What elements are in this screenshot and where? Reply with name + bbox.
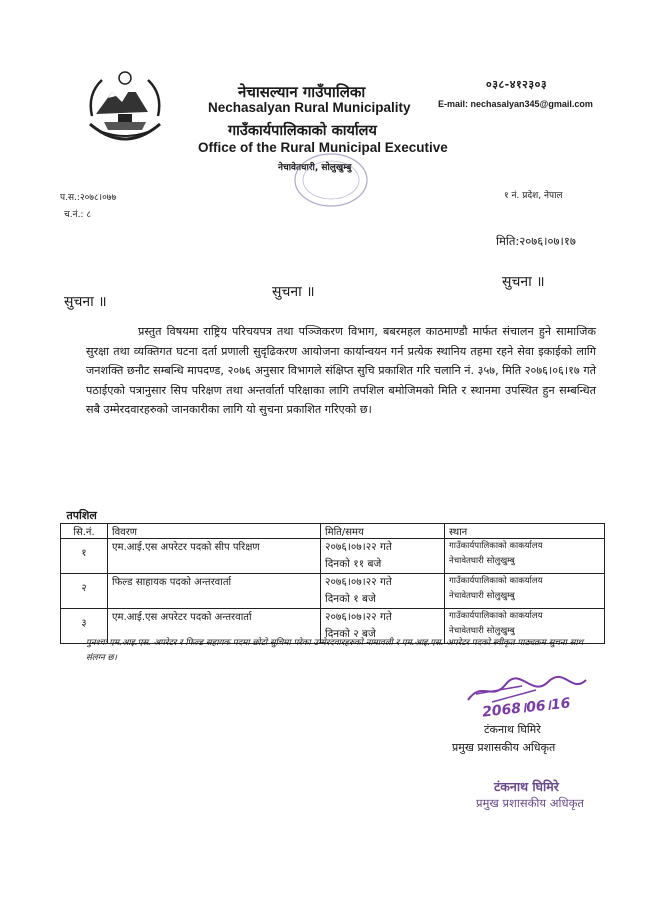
row-description: एम.आई.एस अपरेटर पदको अन्तरवार्ता xyxy=(108,609,321,644)
office-name-nepali: गाउँकार्यपालिकाको कार्यालय xyxy=(228,123,377,139)
schedule-table xyxy=(60,508,605,644)
signature-date: 2068।06।16 xyxy=(481,695,572,721)
postscript-note: पुनश्चः एम.आइ.एस. अपरेटर र फिल्ड सहायक पदमा छोटो सुचिमा परेका उम्मेरदवारहरुको नामावली र एम.आइ.एस. अपरेटर पदको स्वीकृत पाठ्यक्रम सुचना साथ संलग्न छ। xyxy=(86,638,584,663)
reference-number: प.स.:२०७८।०७७ xyxy=(60,193,117,203)
row-location xyxy=(445,539,605,574)
row-location-office: गाउँकार्यपालिकाको काकर्यालय xyxy=(449,541,543,551)
name-stamp: टंकनाथ घिमिरे xyxy=(494,779,559,794)
signatory-title: प्रमुख प्रशासकीय अधिकृत xyxy=(452,741,556,754)
row-date: २०७६।०७।२२ गते xyxy=(325,541,392,553)
row-datetime xyxy=(321,574,445,609)
row-description: एम.आई.एस अपरेटर पदको सीप परिक्षण xyxy=(108,539,321,574)
row-time: दिनको ११ बजे xyxy=(325,558,382,570)
notice-heading-right: सुचना ॥ xyxy=(502,274,545,290)
table-row xyxy=(61,574,605,609)
row-datetime xyxy=(321,539,445,574)
notice-body-text: प्रस्तुत विषयमा राष्ट्रिय परिचयपत्र तथा पञ्जिकरण विभाग, बबरमहल काठमाण्डौ मार्फत संचालन हुने सामाजिक सुरक्षा तथा व्यक्तिगत घटना दर्ता प्रणाली सुदृढिकरण आयोजना कार्यान्वयन गर्न प्रत्येक स्थानिय तहमा रहने सेवा इकाईको लागि जनशक्ति छनौट सम्बन्धि मापदण्ड, २०७६ अनुसार विभागले संक्षिप्त सुचि प्रकाशित गरि चलानि नं. ३५७, मिति २०७६।०६।१७ गते पठाईएको पत्रानुसार सिप परिक्षण तथा अन्तर्वार्ता परिक्षाका लागि तपशिल बमोजिमको मिति र स्थानमा उपस्थित हुन सम्बन्धित सबै उम्मेरदवारहरुको जानकारीका लागि यो सुचना प्रकाशित गरिएको छ। xyxy=(86,325,596,417)
header-location: स्थान xyxy=(445,524,605,539)
office-address: नेचावेतघारी, सोलुखुम्बु xyxy=(278,163,352,173)
row-date: २०७६।०७।२२ गते xyxy=(325,576,392,588)
row-location-office: गाउँकार्यपालिकाको काकर्यालय xyxy=(449,611,543,621)
office-seal-stamp xyxy=(292,150,370,210)
issue-date: मिति:२०७६।०७।१७ xyxy=(496,234,576,248)
row-location-office: गाउँकार्यपालिकाको काकर्यालय xyxy=(449,576,543,586)
header-datetime: मिति/समय xyxy=(321,524,445,539)
table-header-row xyxy=(61,524,605,539)
row-location-place: नेचावेतघारी सोलुखुम्बु xyxy=(449,556,515,566)
title-stamp: प्रमुख प्रशासकीय अधिकृत xyxy=(476,796,584,810)
row-time: दिनको १ बजे xyxy=(325,593,376,605)
email-address: E-mail: nechasalyan345@gmail.com xyxy=(438,99,593,109)
row-date: २०७६।०७।२२ गते xyxy=(325,611,392,623)
row-location xyxy=(445,574,605,609)
notice-heading-center: सुचना ॥ xyxy=(272,284,315,300)
phone-number: ०३८-४१२३०३ xyxy=(486,78,548,91)
row-time: दिनको २ बजे xyxy=(325,628,376,640)
office-name-english: Office of the Rural Municipal Executive xyxy=(198,140,448,155)
table-caption: तपशिल xyxy=(61,508,605,524)
municipality-name-english: Nechasalyan Rural Municipality xyxy=(208,100,411,115)
header-serial: सि.नं. xyxy=(61,524,108,539)
row-serial: १ xyxy=(61,539,108,574)
notice-heading-left: सुचना ॥ xyxy=(64,294,107,310)
row-location-place: नेचावेतघारी सोलुखुम्बु xyxy=(449,591,515,601)
row-location-place: नेचावेतघारी सोलुखुम्बु xyxy=(449,626,515,636)
header-description: विवरण xyxy=(108,524,321,539)
row-serial: २ xyxy=(61,574,108,609)
table-row xyxy=(61,539,605,574)
row-description: फिल्ड साहायक पदको अन्तरवार्ता xyxy=(108,574,321,609)
signatory-name: टंकनाथ घिमिरे xyxy=(484,723,541,736)
municipality-name-nepali: नेचासल्यान गाउँपालिका xyxy=(238,83,366,101)
province-label: १ नं. प्रदेश, नेपाल xyxy=(504,191,563,201)
emblem-logo xyxy=(82,64,168,150)
row-serial: ३ xyxy=(61,609,108,644)
dispatch-number: च.नं.: ८ xyxy=(64,210,92,220)
